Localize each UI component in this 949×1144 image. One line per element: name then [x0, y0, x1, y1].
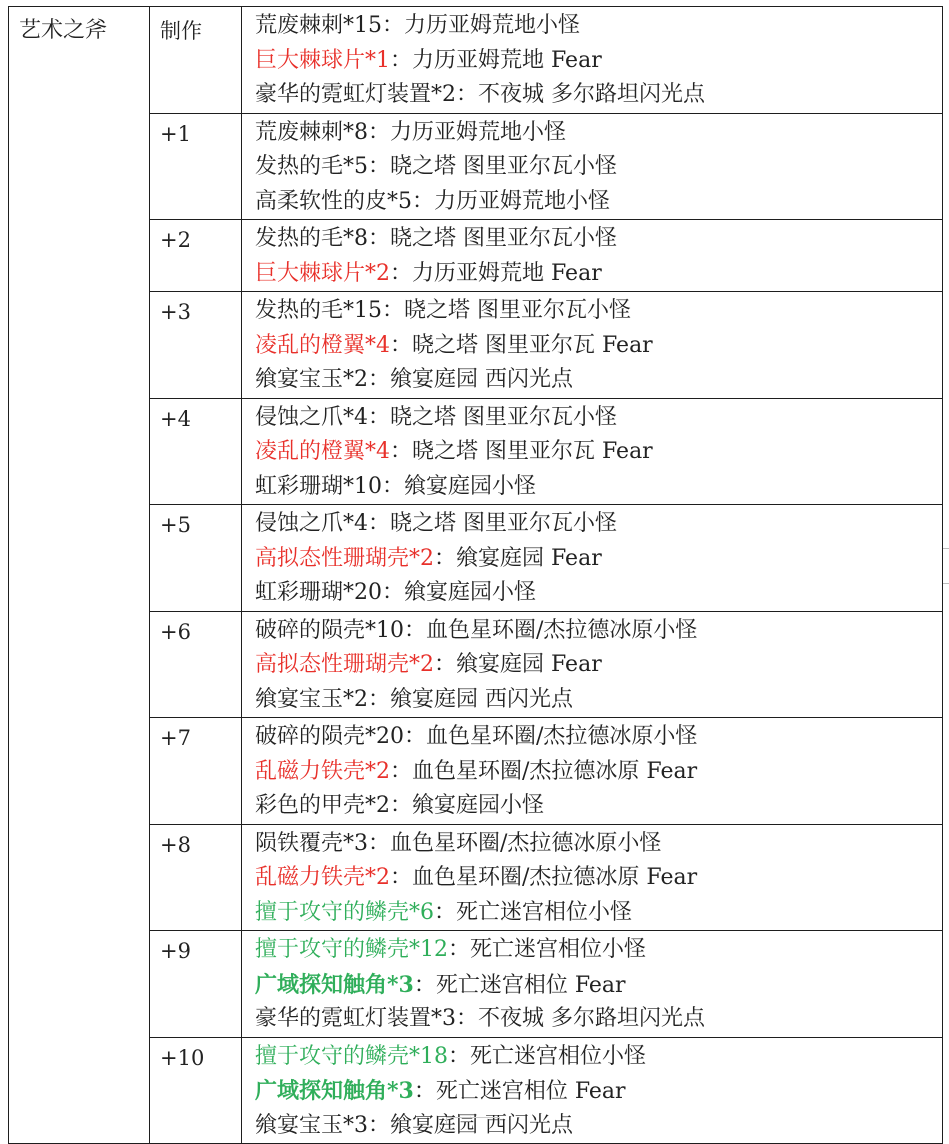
- level-cell: [150, 113, 242, 220]
- materials-cell: [242, 824, 943, 931]
- material-source: ：飨宴庭园 西闪光点: [368, 367, 573, 392]
- level-label: +5: [160, 513, 191, 537]
- material-name: 巨大棘球片*2: [255, 260, 390, 286]
- material-source: ：死亡迷宫相位 Fear: [413, 1079, 626, 1104]
- materials-cell: [242, 220, 943, 292]
- level-label: +2: [160, 228, 191, 252]
- level-cell: [150, 611, 242, 718]
- material-source: ：飨宴庭园 西闪光点: [368, 1112, 573, 1138]
- material-name: 凌乱的橙翼*4: [255, 439, 390, 464]
- level-cell: [150, 931, 242, 1038]
- material-line: [255, 78, 942, 113]
- material-line: [255, 861, 942, 896]
- table-row: [9, 398, 943, 505]
- materials-cell: [242, 1037, 943, 1144]
- material-name: 飨宴宝玉*2: [255, 367, 368, 392]
- material-line: [255, 185, 942, 220]
- material-line: [255, 507, 942, 542]
- material-line: [255, 827, 942, 862]
- material-line: [255, 294, 942, 329]
- material-name: 陨铁覆壳*3: [255, 830, 368, 856]
- materials-cell: [242, 113, 943, 220]
- material-line: [255, 1109, 942, 1144]
- material-name: 擅于攻守的鳞壳*18: [255, 1043, 448, 1069]
- material-source: ：不夜城 多尔路坦闪光点: [456, 82, 705, 107]
- materials-cell: [242, 505, 943, 612]
- table-row: [9, 7, 943, 114]
- page-edge-mark: [943, 583, 949, 584]
- level-label: +4: [160, 406, 191, 431]
- material-source: ：飨宴庭园小怪: [382, 580, 537, 605]
- level-label: +10: [160, 1045, 205, 1070]
- material-source: ：晓之塔 图里亚尔瓦小怪: [368, 154, 617, 179]
- level-cell: [150, 505, 242, 612]
- material-line: [255, 933, 942, 968]
- material-source: ：晓之塔 图里亚尔瓦小怪: [382, 298, 631, 323]
- material-source: ：飨宴庭园小怪: [390, 793, 545, 818]
- material-source: ：晓之塔 图里亚尔瓦 Fear: [390, 439, 653, 464]
- level-cell: [150, 7, 242, 114]
- material-name: 擅于攻守的鳞壳*6: [255, 899, 434, 925]
- table-row: [9, 292, 943, 399]
- level-label: +6: [160, 619, 191, 644]
- level-cell: [150, 398, 242, 505]
- material-name: 擅于攻守的鳞壳*12: [255, 937, 448, 962]
- material-line: [255, 150, 942, 185]
- material-name: 发热的毛*8: [255, 226, 368, 251]
- material-source: ：血色星环圈/杰拉德冰原小怪: [404, 617, 698, 643]
- material-source: ：血色星环圈/杰拉德冰原 Fear: [390, 758, 698, 784]
- material-source: ：晓之塔 图里亚尔瓦 Fear: [390, 332, 653, 358]
- material-source: ：力历亚姆荒地小怪: [382, 13, 581, 38]
- material-name: 乱磁力铁壳*2: [255, 758, 390, 784]
- material-line: [255, 789, 942, 824]
- materials-cell: [242, 398, 943, 505]
- material-name: 广域探知触角*3: [255, 971, 414, 998]
- material-name: 飨宴宝玉*3: [255, 1112, 368, 1138]
- material-line: [255, 1002, 942, 1037]
- material-source: ：力历亚姆荒地小怪: [412, 188, 611, 214]
- material-line: [255, 968, 942, 1003]
- material-line: [255, 1074, 942, 1109]
- material-name: 乱磁力铁壳*2: [255, 865, 390, 890]
- material-line: [255, 363, 942, 398]
- material-name: 高柔软性的皮*5: [255, 188, 412, 214]
- material-source: ：力历亚姆荒地小怪: [368, 119, 567, 145]
- material-name: 侵蚀之爪*4: [255, 511, 368, 536]
- material-source: ：力历亚姆荒地 Fear: [390, 260, 602, 286]
- material-line: [255, 257, 942, 292]
- material-line: [255, 755, 942, 790]
- table-row: [9, 824, 943, 931]
- materials-cell: [242, 7, 943, 114]
- material-source: ：晓之塔 图里亚尔瓦小怪: [368, 511, 617, 536]
- material-source: ：死亡迷宫相位 Fear: [413, 972, 626, 998]
- item-name: 艺术之斧: [19, 18, 108, 43]
- table-row: [9, 113, 943, 220]
- table-row: [9, 931, 943, 1038]
- material-name: 虹彩珊瑚*10: [255, 473, 382, 499]
- materials-cell: [242, 292, 943, 399]
- material-name: 破碎的陨壳*10: [255, 617, 404, 643]
- material-source: ：晓之塔 图里亚尔瓦小怪: [368, 404, 617, 430]
- material-name: 巨大棘球片*1: [255, 47, 390, 73]
- material-line: [255, 222, 942, 257]
- material-line: [255, 648, 942, 683]
- material-source: ：死亡迷宫相位小怪: [434, 899, 633, 925]
- material-name: 广域探知触角*3: [255, 1078, 414, 1104]
- level-cell: [150, 220, 242, 292]
- level-label: +8: [160, 832, 191, 857]
- page-bottom-tab: [446, 1117, 500, 1124]
- level-label: +9: [160, 939, 191, 963]
- material-line: [255, 576, 942, 611]
- level-cell: [150, 292, 242, 399]
- materials-cell: [242, 931, 943, 1038]
- table-row: [9, 1037, 943, 1144]
- material-line: [255, 401, 942, 436]
- item-name-cell: [9, 7, 150, 1144]
- material-table: [8, 6, 943, 1144]
- material-line: [255, 329, 942, 364]
- level-label: +7: [160, 726, 191, 750]
- material-line: [255, 683, 942, 718]
- material-source: ：飨宴庭园 西闪光点: [368, 686, 573, 712]
- material-source: ：死亡迷宫相位小怪: [448, 1043, 647, 1069]
- material-line: [255, 896, 942, 931]
- material-line: [255, 435, 942, 470]
- material-name: 高拟态性珊瑚壳*2: [255, 652, 434, 677]
- material-name: 侵蚀之爪*4: [255, 404, 368, 430]
- material-source: ：血色星环圈/杰拉德冰原 Fear: [390, 865, 698, 890]
- material-line: [255, 720, 942, 755]
- page-edge-mark: [943, 548, 949, 549]
- material-name: 荒废棘刺*8: [255, 119, 368, 145]
- material-name: 高拟态性珊瑚壳*2: [255, 545, 434, 571]
- level-cell: [150, 1037, 242, 1144]
- material-line: [255, 1040, 942, 1075]
- material-name: 凌乱的橙翼*4: [255, 332, 390, 358]
- level-label: +1: [160, 121, 191, 146]
- material-line: [255, 470, 942, 505]
- material-name: 荒废棘刺*15: [255, 13, 382, 38]
- level-label: +3: [160, 300, 191, 324]
- material-source: ：血色星环圈/杰拉德冰原小怪: [368, 830, 662, 856]
- material-name: 破碎的陨壳*20: [255, 724, 404, 749]
- material-line: [255, 614, 942, 649]
- material-name: 发热的毛*5: [255, 154, 368, 179]
- material-line: [255, 116, 942, 151]
- material-name: 豪华的霓虹灯装置*2: [255, 82, 456, 107]
- table-row: [9, 611, 943, 718]
- materials-cell: [242, 611, 943, 718]
- materials-cell: [242, 718, 943, 825]
- material-source: ：飨宴庭园小怪: [382, 473, 537, 499]
- material-source: ：飨宴庭园 Fear: [434, 545, 602, 571]
- material-line: [255, 44, 942, 79]
- material-line: [255, 542, 942, 577]
- material-name: 豪华的霓虹灯装置*3: [255, 1006, 456, 1031]
- material-name: 飨宴宝玉*2: [255, 686, 368, 712]
- level-cell: [150, 718, 242, 825]
- material-line: [255, 9, 942, 44]
- material-source: ：不夜城 多尔路坦闪光点: [456, 1006, 705, 1031]
- material-source: ：晓之塔 图里亚尔瓦小怪: [368, 226, 617, 251]
- material-source: ：力历亚姆荒地 Fear: [390, 47, 602, 73]
- material-source: ：飨宴庭园 Fear: [434, 652, 602, 677]
- material-source: ：死亡迷宫相位小怪: [448, 937, 647, 962]
- level-cell: [150, 824, 242, 931]
- level-label: 制作: [160, 19, 202, 43]
- table-row: [9, 718, 943, 825]
- table-row: [9, 505, 943, 612]
- material-name: 彩色的甲壳*2: [255, 793, 390, 818]
- material-name: 发热的毛*15: [255, 298, 382, 323]
- material-source: ：血色星环圈/杰拉德冰原小怪: [404, 724, 698, 749]
- table-row: [9, 220, 943, 292]
- material-name: 虹彩珊瑚*20: [255, 580, 382, 605]
